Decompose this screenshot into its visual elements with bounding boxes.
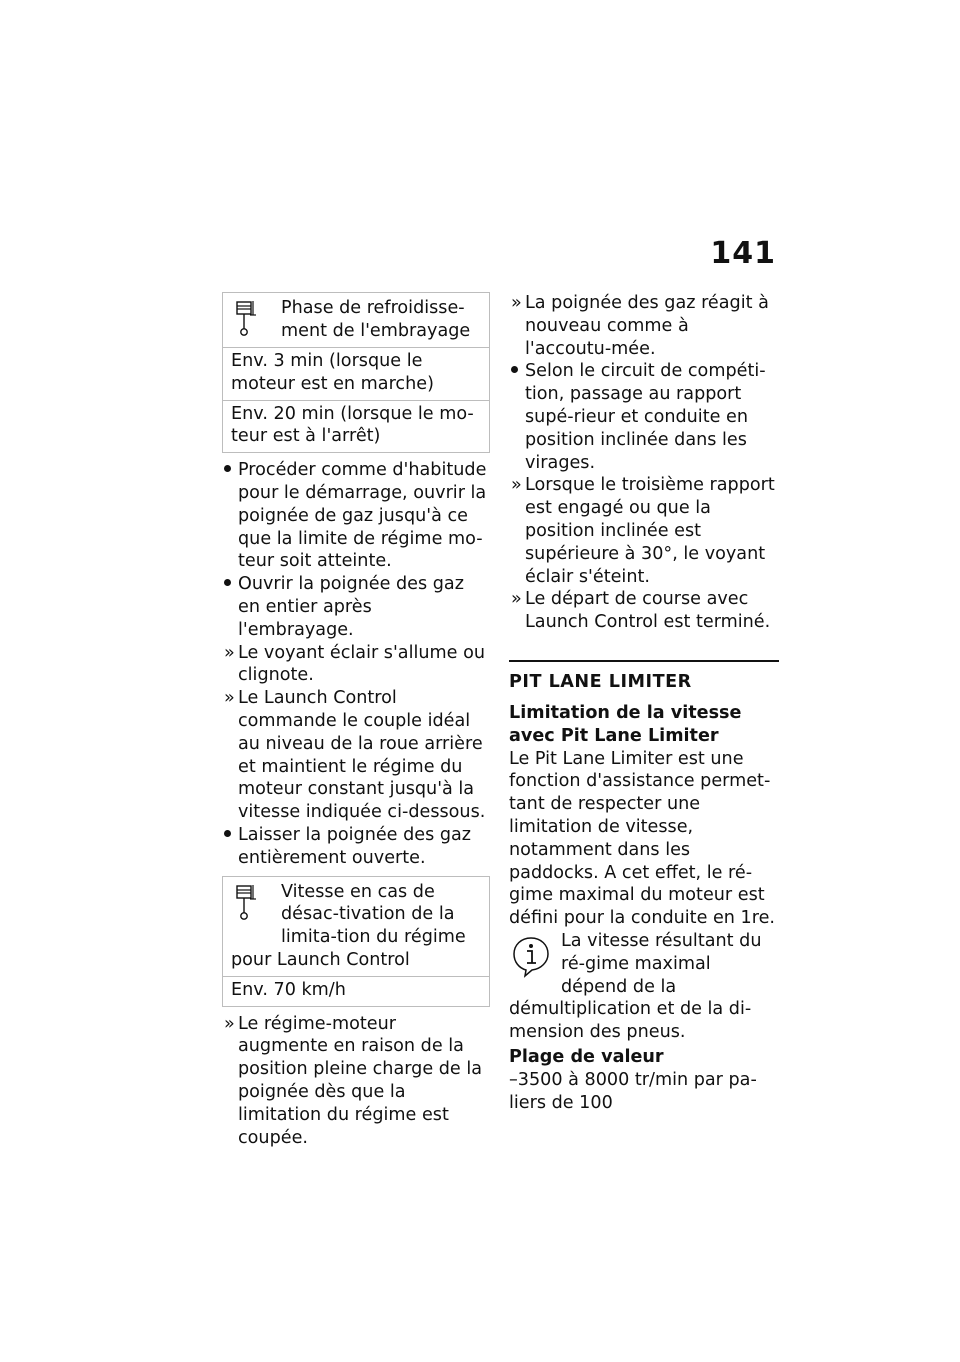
pit-lane-description: Le Pit Lane Limiter est une fonction d'assistance permet-tant de respecter une limitation de vitesse, notamment dans les paddocks. A cet effet, le ré-gime maximal du moteur est défini pour la conduite en 1re. [509,748,776,929]
result-icon: » [511,293,522,313]
page-number: 141 [710,236,776,271]
info-icon [509,934,553,978]
list-item-rpm-increase: » Le régime-moteur augmente en raison de la position pleine charge de la poignée dès que la limitation du régime est coupée. [224,1013,482,1148]
cooling-phase-title: Phase de refroidisse-ment de l'embrayage [281,298,471,341]
list-item-flash-light: » Le voyant éclair s'allume ou clignote. [224,642,485,686]
list-item-launch-finished: » Le départ de course avec Launch Control est terminé. [511,589,771,633]
result-icon: » [224,688,235,709]
result-icon: » [511,589,522,610]
list-item-shift-up: Selon le circuit de compéti-tion, passage au rapport supé-rieur et conduite en position inclinée dans les virages. [509,360,779,474]
cooling-phase-header [223,293,489,347]
engine-piston-icon [231,883,275,927]
cooling-row-running: Env. 3 min (lorsque le moteur est en marche) [223,347,489,400]
cooling-phase-box [222,292,490,453]
list-item-throttle-normal: » La poignée des gaz réagit à nouveau comme à l'accoutu-mée. [511,293,769,359]
list-item-open-throttle: Ouvrir la poignée des gaz en entier après l'embrayage. [222,573,490,641]
list-item-launch-control: » Le Launch Control commande le couple idéal au niveau de la roue arrière et maintient le régime du moteur constant jusqu'à la vitesse indiquée ci-dessous. [224,688,486,823]
list-item-start-procedure: Procéder comme d'habitude pour le démarrage, ouvrir la poignée de gaz jusqu'à ce que la limite de régime mo-teur soit atteinte. [222,459,490,573]
bullet-icon [224,459,231,482]
info-note: La vitesse résultant du ré-gime maximal dépend de la démultiplication et de la di-mension des pneus. [509,930,762,1043]
list-item-keep-throttle: Laisser la poignée des gaz entièrement ouverte. [222,824,490,870]
engine-piston-icon [231,299,275,343]
result-icon: » [224,1013,235,1034]
deactivation-speed-header [223,877,489,976]
right-column [509,292,779,1114]
deactivation-speed-title: Vitesse en cas de désac-tivation de la limita-tion du régime pour Launch Control [231,881,466,970]
cooling-row-stopped: Env. 20 min (lorsque le mo-teur est à l'arrêt) [223,400,489,453]
bullet-icon [511,360,518,383]
range-value: –3500 à 8000 tr/min par pa-liers de 100 [509,1069,757,1113]
deactivation-speed-box [222,876,490,1007]
bullet-icon [224,824,231,847]
bullet-icon [224,573,231,596]
range-heading: Plage de valeur [509,1046,664,1067]
left-column [222,292,490,1149]
list-item-light-off: » Lorsque le troisième rapport est engagé ou que la position inclinée est supérieure à 30°, le voyant éclair s'éteint. [511,475,775,587]
result-icon: » [224,642,235,663]
subsection-heading: Limitation de la vitesse avec Pit Lane Limiter [509,702,742,746]
deactivation-speed-value: Env. 70 km/h [223,976,489,1006]
result-icon: » [511,475,522,496]
section-title: PIT LANE LIMITER [509,660,779,692]
